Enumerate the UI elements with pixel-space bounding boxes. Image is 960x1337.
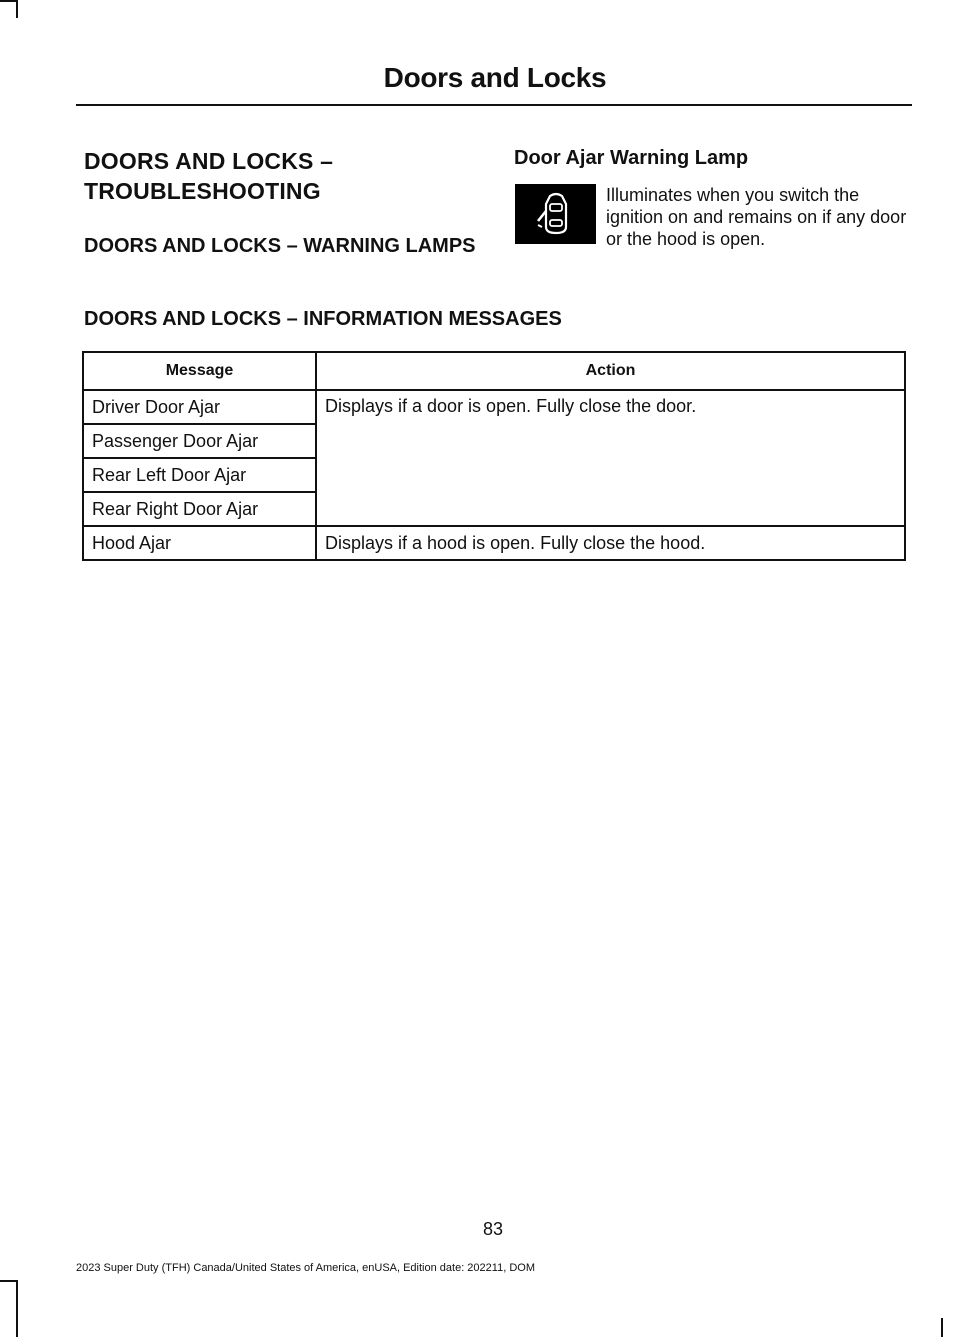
page-footer: 2023 Super Duty (TFH) Canada/United States of America, enUSA, Edition date: 202211, DOM xyxy=(76,1262,535,1274)
page-number: 83 xyxy=(482,1219,504,1239)
message-cell: Passenger Door Ajar xyxy=(83,424,316,458)
info-messages-table xyxy=(82,351,906,561)
message-cell: Hood Ajar xyxy=(83,526,316,560)
page-header-title: Doors and Locks xyxy=(383,62,607,93)
section-title-line2: TROUBLESHOOTING xyxy=(84,178,321,204)
message-cell: Rear Left Door Ajar xyxy=(83,458,316,492)
crop-mark xyxy=(16,0,18,18)
header-divider xyxy=(76,104,912,106)
door-ajar-icon xyxy=(515,184,596,244)
message-cell: Driver Door Ajar xyxy=(83,390,316,424)
lamp-title: Door Ajar Warning Lamp xyxy=(514,147,749,169)
crop-mark xyxy=(16,1280,18,1337)
action-cell: Displays if a hood is open. Fully close the hood. xyxy=(316,526,905,560)
table-row xyxy=(83,390,905,424)
warning-lamps-heading: DOORS AND LOCKS – WARNING LAMPS xyxy=(84,235,476,257)
table-header-row xyxy=(83,352,905,390)
message-cell: Rear Right Door Ajar xyxy=(83,492,316,526)
column-header-message: Message xyxy=(83,352,316,390)
section-title-line1: DOORS AND LOCKS – xyxy=(84,148,334,174)
crop-mark xyxy=(941,1318,943,1337)
table-row xyxy=(83,526,905,560)
crop-mark xyxy=(0,1280,18,1282)
action-cell: Displays if a door is open. Fully close the door. xyxy=(316,390,905,526)
info-messages-heading: DOORS AND LOCKS – INFORMATION MESSAGES xyxy=(84,308,562,330)
lamp-description: Illuminates when you switch the ignition on and remains on if any door or the hood is open. xyxy=(606,185,907,249)
column-header-action: Action xyxy=(316,352,905,390)
